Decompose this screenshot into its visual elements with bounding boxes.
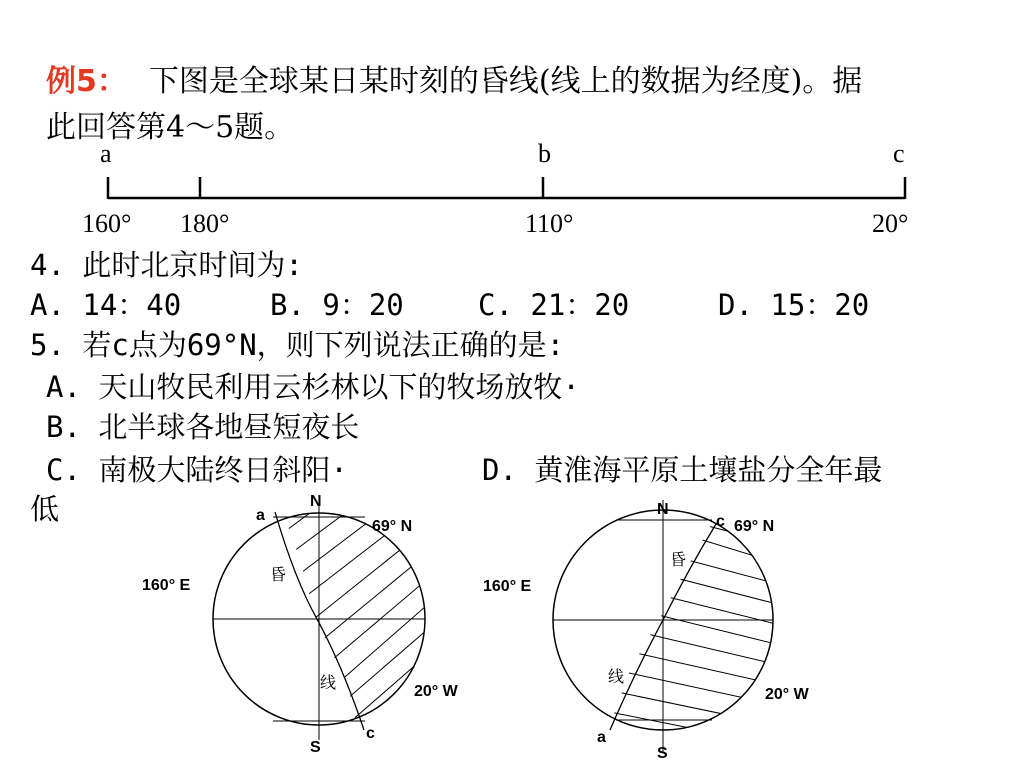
right-point-c: c [716, 513, 725, 530]
right-north-label: N [657, 501, 669, 518]
example-tag: 例5： [46, 64, 127, 99]
q5-option-c: C. 南极大陆终日斜阳· [46, 453, 348, 487]
q5-option-a: A. 天山牧民利用云杉林以下的牧场放牧· [46, 370, 580, 404]
right-char-1: 昏 [670, 550, 687, 569]
left-lon-left-label: 160° E [142, 577, 191, 594]
left-char-1: 昏 [270, 565, 287, 584]
globe-right-diagram [480, 490, 850, 768]
right-south-label: S [657, 745, 668, 762]
q4-option-b: B. 9：20 [270, 288, 404, 322]
left-point-c: c [366, 725, 375, 742]
q4-option-c: C. 21：20 [478, 288, 630, 322]
q5-option-d: D. 黄淮海平原土壤盐分全年最 [482, 453, 883, 487]
header-line-1: 下图是全球某日某时刻的昏线(线上的数据为经度)。据 [148, 64, 863, 99]
scale-tick-label-110: 110° [525, 209, 574, 238]
left-lat-label: 69° N [372, 518, 413, 535]
right-lat-label: 69° N [734, 518, 775, 535]
left-lon-right-label: 20° W [414, 683, 458, 700]
left-point-a: a [256, 507, 265, 524]
scale-point-b: b [538, 139, 551, 168]
longitude-scale [0, 135, 1024, 240]
scale-point-c: c [893, 139, 905, 168]
right-lon-left-label: 160° E [483, 578, 532, 595]
right-lon-right-label: 20° W [765, 686, 809, 703]
left-north-label: N [310, 493, 322, 510]
scale-tick-label-180: 180° [180, 209, 230, 238]
q4-option-d: D. 15：20 [718, 288, 870, 322]
scale-point-a: a [100, 139, 112, 168]
left-south-label: S [310, 739, 321, 756]
right-char-2: 线 [608, 667, 625, 686]
right-point-a: a [597, 729, 606, 746]
q5-stem: 5. 若c点为69°N，则下列说法正确的是: [30, 328, 565, 362]
scale-tick-label-20: 20° [872, 209, 909, 238]
q5-option-d-cont: 低 [30, 492, 60, 526]
scale-tick-label-160: 160° [82, 209, 132, 238]
q5-option-b: B. 北半球各地昼短夜长 [46, 410, 360, 444]
question-header [46, 62, 862, 102]
left-char-2: 线 [320, 673, 337, 692]
q4-stem: 4. 此时北京时间为: [30, 248, 303, 282]
q4-option-a: A. 14：40 [30, 288, 182, 322]
globe-left-diagram [130, 490, 490, 768]
header-line-2: 此回答第4～5题。 [46, 110, 295, 145]
